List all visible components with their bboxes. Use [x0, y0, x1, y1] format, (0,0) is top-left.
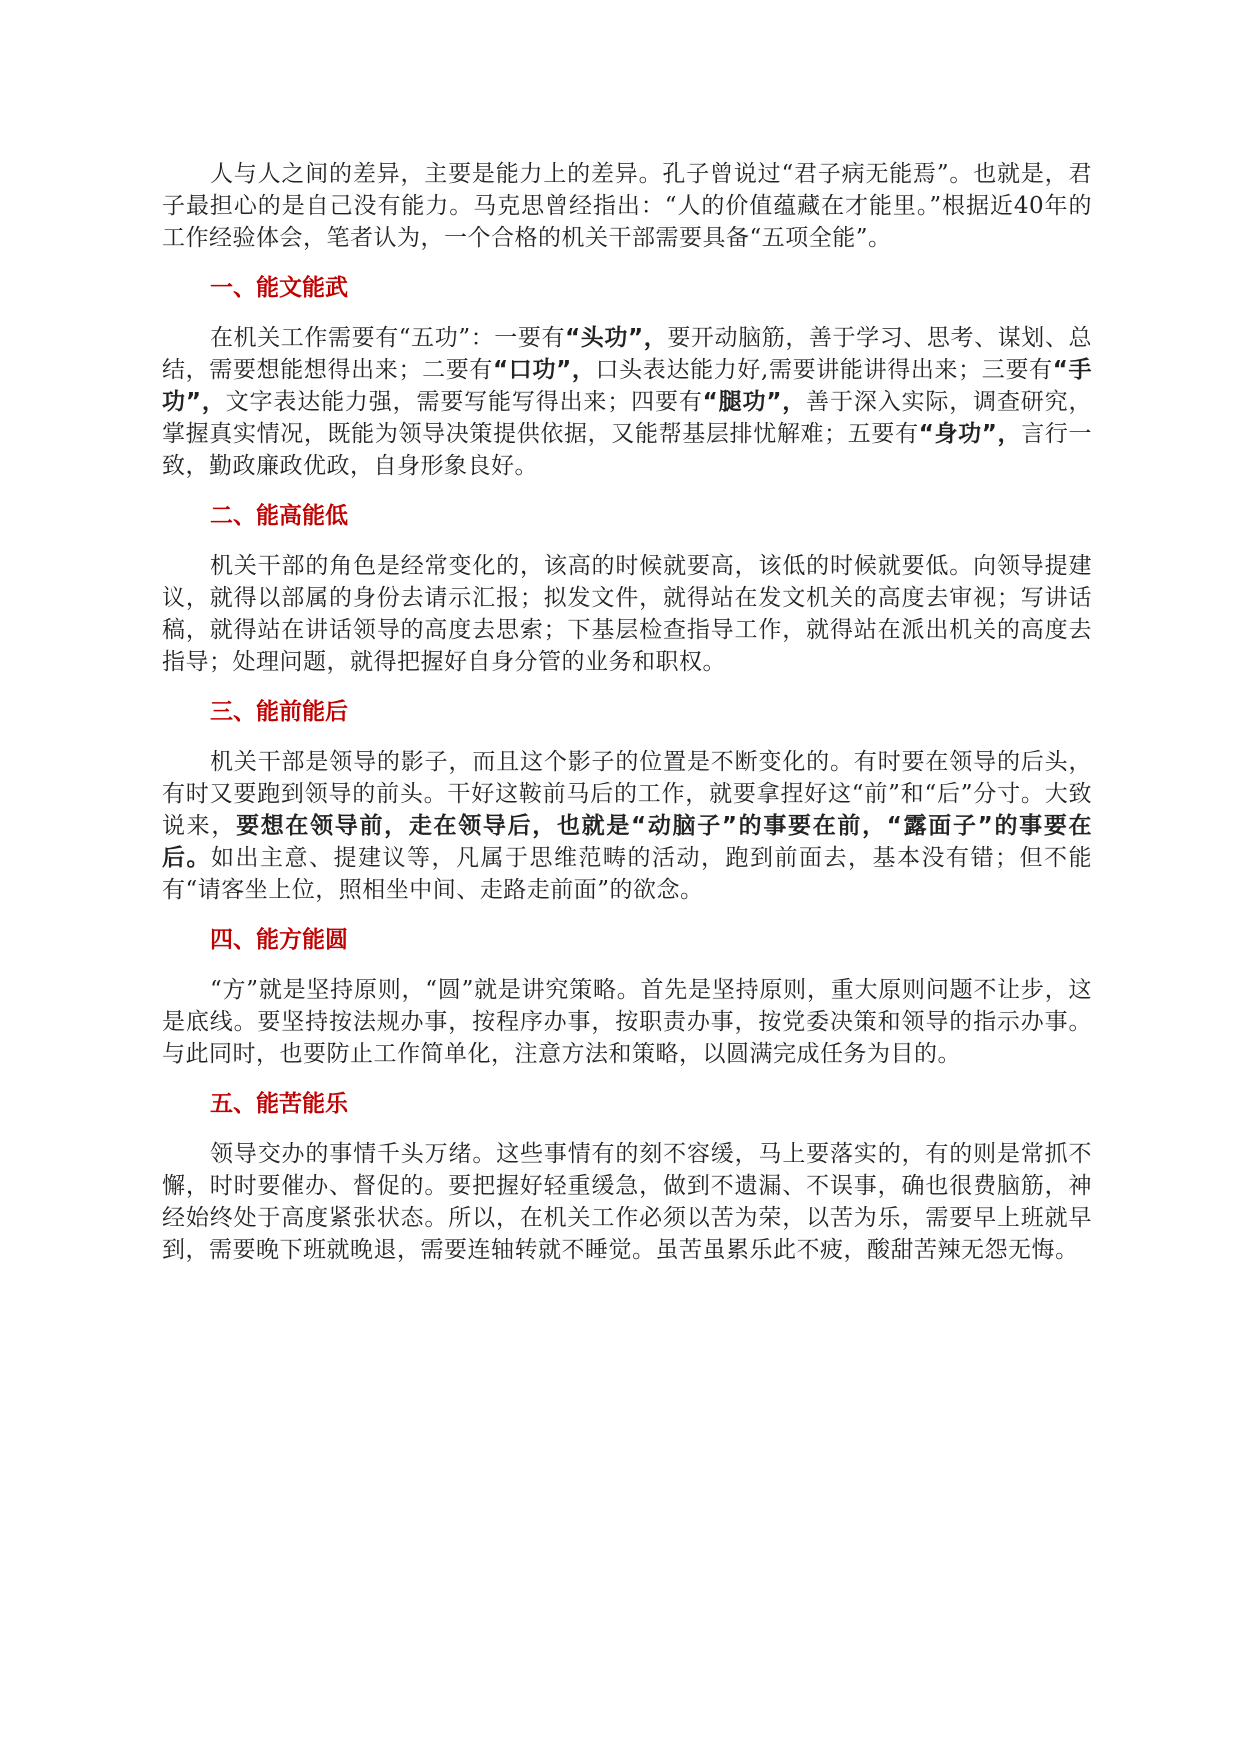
section-paragraph-2: 机关干部的角色是经常变化的，该高的时候就要高，该低的时候就要低。向领导提建议，就得以部属的身份去请示汇报；拟发文件，就得站在发文机关的高度去审视；写讲话稿，就得站在讲话领导的高度去思索；下基层检查指导工作，就得站在派出机关的高度去指导；处理问题，就得把握好自身分管的业务和职权。: [162, 553, 1092, 675]
bold-sentence: 要想在领导前，走在领导后，也就是“动脑子”的事要在前，“露面子”的事要在后。: [162, 813, 1093, 871]
section-paragraph-4: “方”就是坚持原则，“圆”就是讲究策略。首先是坚持原则，重大原则问题不让步，这是底线。要坚持按法规办事，按程序办事，按职责办事，按党委决策和领导的指示办事。与此同时，也要防止工作简单化，注意方法和策略，以圆满完成任务为目的。: [162, 977, 1092, 1067]
text-run: 善于深入实际，调查研究，掌握真实情况，既能为领导决策提供依据，又能帮基层排忧解难；五要有: [162, 389, 1093, 447]
document-page: [162, 158, 1092, 1285]
intro-paragraph: 人与人之间的差异，主要是能力上的差异。孔子曾说过“君子病无能焉”。也就是，君子最担心的是自己没有能力。马克思曾经指出：“人的价值蕴藏在才能里。”根据近40年的工作经验体会，笔者认为，一个合格的机关干部需要具备“五项全能”。: [162, 161, 1092, 251]
text-run: 在机关工作需要有“五功”：一要有: [210, 325, 566, 351]
section-paragraph-1: [162, 322, 1092, 482]
text-run: 口头表达能力好,需要讲能讲得出来；三要有: [595, 357, 1053, 383]
bold-term: “口功”，: [493, 357, 596, 383]
section-heading-5: 五、能苦能乐: [210, 1091, 348, 1117]
text-run: 如出主意、提建议等，凡属于思维范畴的活动，跑到前面去，基本没有错；但不能有“请客坐上位，照相坐中间、走路走前面”的欲念。: [162, 845, 1092, 903]
section-paragraph-5: 领导交办的事情千头万绪。这些事情有的刻不容缓，马上要落实的，有的则是常抓不懈，时时要催办、督促的。要把握好轻重缓急，做到不遗漏、不误事，确也很费脑筋，神经始终处于高度紧张状态。所以，在机关工作必须以苦为荣，以苦为乐，需要早上班就早到，需要晚下班就晚退，需要连轴转就不睡觉。虽苦虽累乐此不疲，酸甜苦辣无怨无悔。: [162, 1141, 1092, 1263]
section-heading-3: 三、能前能后: [210, 699, 348, 725]
bold-term: “腿功”，: [702, 389, 807, 415]
section-paragraph-3: [162, 746, 1092, 906]
bold-term: “头功”，: [565, 325, 668, 351]
section-heading-4: 四、能方能圆: [210, 927, 348, 953]
text-run: 要开动脑筋，善于学习、思考、谋划、总结，需要想能想得出来；二要有: [162, 325, 1092, 383]
bold-term: “手功”，: [162, 357, 1093, 415]
text-run: 机关干部是领导的影子，而且这个影子的位置是不断变化的。有时要在领导的后头，有时又要跑到领导的前头。干好这鞍前马后的工作，就要拿捏好这“前”和“后”分寸。大致说来，: [162, 749, 1092, 839]
section-heading-1: 一、能文能武: [210, 275, 348, 301]
text-run: 文字表达能力强，需要写能写得出来；四要有: [225, 389, 703, 415]
section-heading-2: 二、能高能低: [210, 503, 348, 529]
bold-term: “身功”，: [918, 421, 1022, 447]
text-run: 言行一致，勤政廉政优政，自身形象良好。: [162, 421, 1093, 479]
